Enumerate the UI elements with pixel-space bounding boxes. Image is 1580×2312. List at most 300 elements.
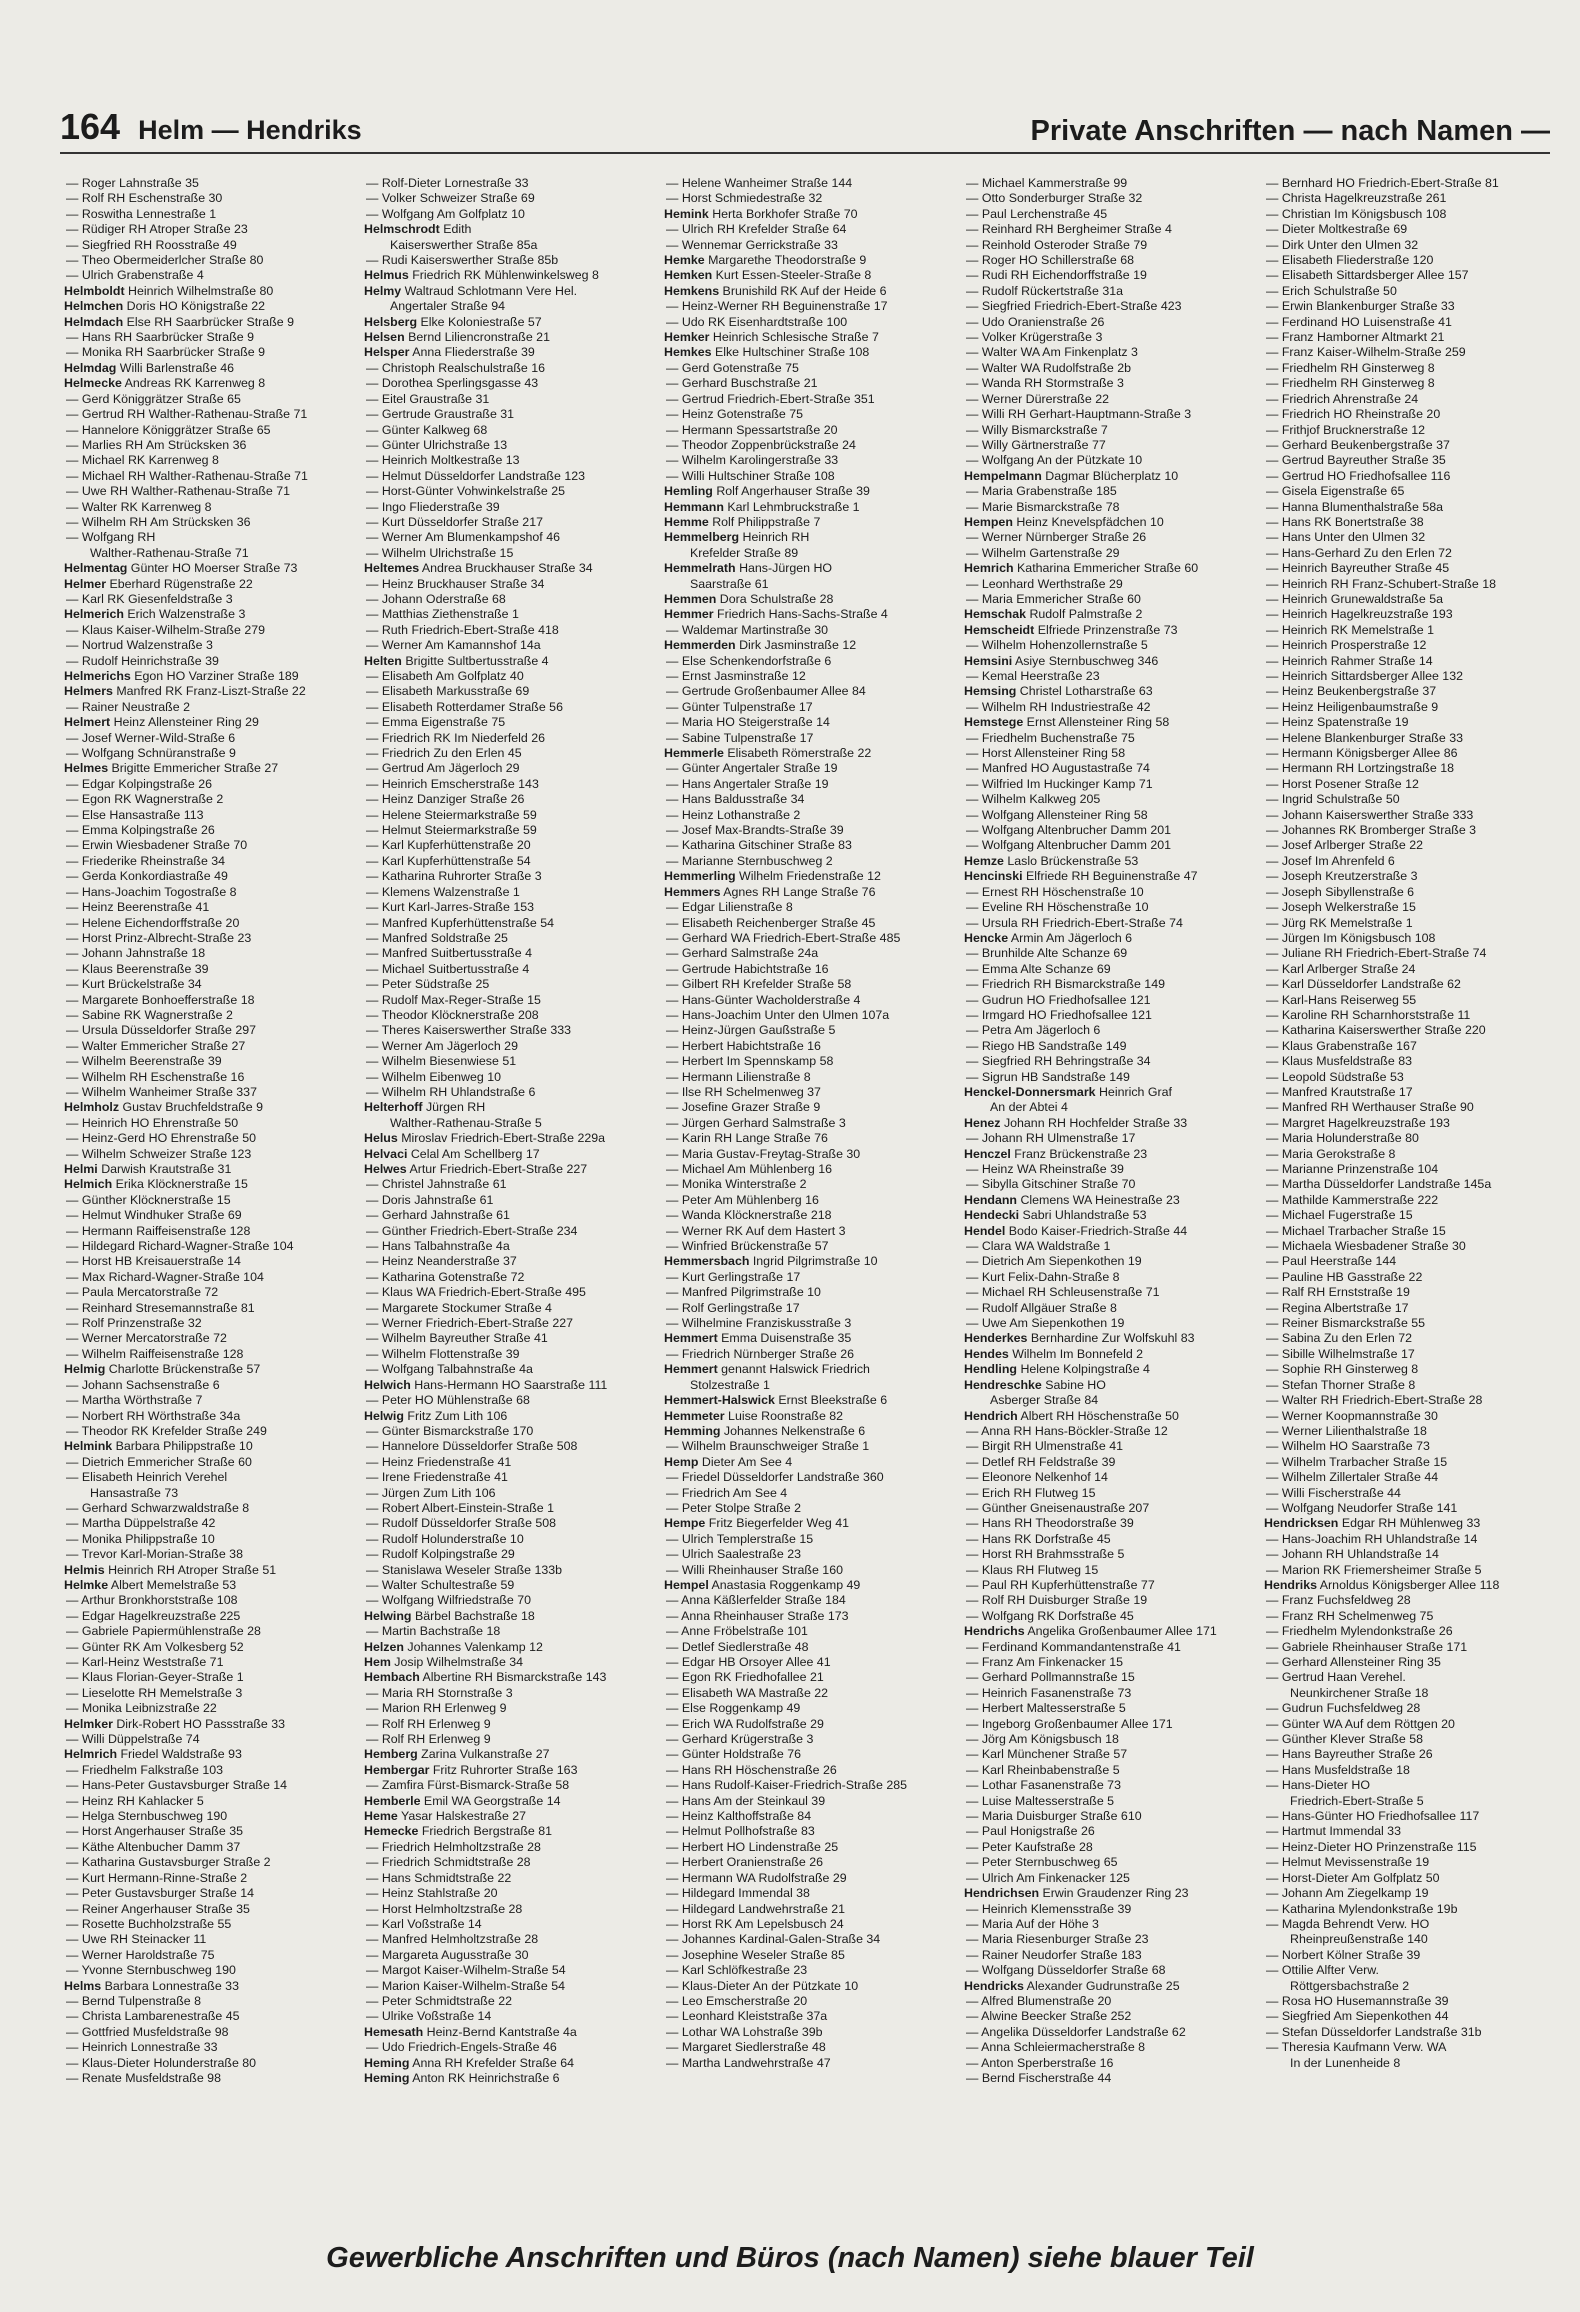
directory-entry: Friedrich-Ebert-Straße 5 [1290, 1793, 1424, 1808]
directory-entry: — Helene Eichendorffstraße 20 [66, 915, 240, 930]
directory-entry: Hemmeter Luise Roonstraße 82 [664, 1408, 844, 1423]
directory-entry: — Friedhelm RH Ginsterweg 8 [1266, 376, 1435, 391]
directory-entry: — Hermann Lilienstraße 8 [666, 1069, 811, 1084]
directory-entry: — Mathilde Kammerstraße 222 [1266, 1192, 1439, 1207]
directory-entry: Hansastraße 73 [90, 1485, 179, 1500]
directory-entry: Helvaci Celal Am Schellberg 17 [364, 1146, 540, 1161]
directory-entry: — Johann Sachsenstraße 6 [66, 1377, 220, 1392]
directory-entry: — Walter RH Friedrich-Ebert-Straße 28 [1266, 1393, 1483, 1408]
directory-entry: — Horst Helmholtzstraße 28 [366, 1901, 523, 1916]
directory-entry: — Josefine Grazer Straße 9 [666, 1100, 821, 1115]
directory-entry: — Rudi RH Eichendorffstraße 19 [966, 268, 1147, 283]
directory-entry: — Rolf RH Duisburger Straße 19 [966, 1593, 1148, 1608]
directory-entry: Hemberg Zarina Vulkanstraße 27 [364, 1747, 550, 1762]
directory-entry: — Klaus WA Friedrich-Ebert-Straße 495 [366, 1285, 586, 1300]
directory-entry: — Friedrich RH Bismarckstraße 149 [966, 977, 1165, 992]
directory-entry: — Stefan Düsseldorfer Landstraße 31b [1266, 2024, 1482, 2039]
directory-entry: — Heinrich RK Memelstraße 1 [1266, 622, 1435, 637]
directory-entry: Helterhoff Jürgen RH [364, 1100, 486, 1115]
directory-entry: — Christa Lambarenestraße 45 [66, 2009, 240, 2024]
directory-entry: — Peter Schmidtstraße 22 [366, 1993, 512, 2008]
directory-entry: — Heinz Neanderstraße 37 [366, 1254, 517, 1269]
directory-entry: — Birgit RH Ulmenstraße 41 [966, 1439, 1123, 1454]
directory-entry: — Werner Am Kamannshof 14a [366, 638, 541, 653]
directory-entry: — Regina Albertstraße 17 [1266, 1300, 1409, 1315]
directory-entry: — Heinrich RH Franz-Schubert-Straße 18 [1266, 576, 1496, 591]
directory-entry: — Elisabeth Markusstraße 69 [366, 684, 530, 699]
directory-entry: Helmdach Else RH Saarbrücker Straße 9 [64, 314, 294, 329]
directory-entry: — Eveline RH Höschenstraße 10 [966, 900, 1149, 915]
directory-entry: — Friedrich Nürnberger Straße 26 [666, 1346, 854, 1361]
directory-entry: — Clara WA Waldstraße 1 [966, 1239, 1111, 1254]
directory-entry: — Wennemar Gerrickstraße 33 [666, 237, 838, 252]
directory-entry: — Heinz Gotenstraße 75 [666, 407, 804, 422]
directory-entry: — Katharina Gustavsburger Straße 2 [66, 1855, 271, 1870]
directory-entry: — Dorothea Sperlingsgasse 43 [366, 376, 539, 391]
directory-entry: — Marlies RH Am Strücksken 36 [66, 437, 247, 452]
directory-entry: — Katharina Gotenstraße 72 [366, 1269, 525, 1284]
directory-entry: Hencke Armin Am Jägerloch 6 [964, 930, 1133, 945]
directory-entry: — Heinz Lothanstraße 2 [666, 807, 801, 822]
directory-entry: — Manfred Krautstraße 17 [1266, 1084, 1413, 1099]
directory-entry: — Maria Emmericher Straße 60 [966, 591, 1141, 606]
directory-entry: — Luise Maltesserstraße 5 [966, 1793, 1115, 1808]
directory-entry: — Manfred Suitbertusstraße 4 [366, 946, 532, 961]
directory-entry: Hemmelrath Hans-Jürgen HO [664, 561, 833, 576]
directory-entry: — Gudrun Fuchsfeldweg 28 [1266, 1701, 1421, 1716]
column-1 [64, 176, 352, 2200]
directory-entry: — Friedhelm Mylendonkstraße 26 [1266, 1624, 1453, 1639]
directory-entry: — Ulrich Saalestraße 23 [666, 1547, 801, 1562]
directory-entry: — Gertrude Habichtstraße 16 [666, 961, 829, 976]
directory-entry: Röttgersbachstraße 2 [1290, 1978, 1410, 1993]
directory-entry: — Werner Am Jägerloch 29 [366, 1038, 518, 1053]
directory-entry: — Monika Philippstraße 10 [66, 1531, 215, 1546]
directory-entry: — Friedrich Zu den Erlen 45 [366, 746, 522, 761]
directory-entry: Hem Josip Wilhelmstraße 34 [364, 1655, 524, 1669]
directory-entry: — Sibylla Gitschiner Straße 70 [966, 1177, 1136, 1192]
directory-entry: — Yvonne Sternbuschweg 190 [66, 1963, 236, 1978]
directory-entry: Helsberg Elke Koloniestraße 57 [364, 314, 542, 329]
directory-entry: Helmdag Willi Barlenstraße 46 [64, 360, 235, 375]
directory-entry: — Michael Fugerstraße 15 [1266, 1208, 1413, 1223]
directory-entry: Neunkirchener Straße 18 [1290, 1685, 1429, 1700]
directory-entry: — Franz RH Schelmenweg 75 [1266, 1608, 1434, 1623]
directory-entry: — Hans Unter den Ulmen 32 [1266, 530, 1426, 545]
directory-entry: — Hans-Joachim Togostraße 8 [66, 884, 237, 899]
directory-entry: Hemmerle Elisabeth Römerstraße 22 [664, 746, 872, 761]
directory-entry: — Hans Am der Steinkaul 39 [666, 1793, 826, 1808]
directory-entry: — Wilhelm Eibenweg 10 [366, 1069, 501, 1084]
directory-entry: — Rüdiger RH Atroper Straße 23 [66, 222, 248, 237]
directory-entry: — Hans-Dieter HO [1266, 1778, 1370, 1793]
directory-entry: — Helmut Windhuker Straße 69 [66, 1208, 242, 1223]
directory-entry: — Willi RH Gerhart-Hauptmann-Straße 3 [966, 407, 1192, 422]
directory-entry: Helmy Waltraud Schlotmann Vere Hel. [364, 283, 578, 298]
directory-entry: — Gertrude Graustraße 31 [366, 407, 515, 422]
directory-entry: — Willi Düppelstraße 74 [66, 1732, 200, 1747]
directory-entry: — Gerhard WA Friedrich-Ebert-Straße 485 [666, 930, 901, 945]
directory-entry: — Waldemar Martinstraße 30 [666, 622, 829, 637]
directory-entry: — Friedrich Am See 4 [666, 1485, 788, 1500]
directory-entry: — Werner Lilienthalstraße 18 [1266, 1423, 1427, 1438]
directory-entry: — Heinrich Moltkestraße 13 [366, 453, 520, 468]
directory-entry: — Horst Allensteiner Ring 58 [966, 746, 1126, 761]
directory-entry: — Marion Kaiser-Wilhelm-Straße 54 [366, 1978, 565, 1993]
directory-entry: — Günther Friedrich-Ebert-Straße 234 [366, 1223, 578, 1238]
directory-entry: — Josef Max-Brandts-Straße 39 [666, 823, 844, 838]
directory-entry: — Heinz-Dieter HO Prinzenstraße 115 [1266, 1839, 1477, 1854]
directory-entry: Henderkes Bernhardine Zur Wolfskuhl 83 [964, 1331, 1195, 1346]
directory-entry: — Gertrud Friedrich-Ebert-Straße 351 [666, 391, 875, 406]
directory-entry: — Monika Leibnizstraße 22 [66, 1701, 217, 1716]
directory-entry: — Wolfgang An der Pützkate 10 [966, 453, 1143, 468]
directory-entry: — Wolfgang Am Golfplatz 10 [366, 206, 525, 221]
directory-entry: — Juliane RH Friedrich-Ebert-Straße 74 [1266, 946, 1487, 961]
directory-entry: — Michael RK Karrenweg 8 [66, 453, 219, 468]
directory-entry: — Gottfried Musfeldstraße 98 [66, 2024, 229, 2039]
directory-entry: — Hannelore Königgrätzer Straße 65 [66, 422, 271, 437]
directory-entry: — Günter Bismarckstraße 170 [366, 1423, 534, 1438]
directory-entry: — Rolf Gerlingstraße 17 [666, 1300, 800, 1315]
directory-entry: — Rosette Buchholzstraße 55 [66, 1916, 232, 1931]
directory-entry: — Klaus-Dieter Holunderstraße 80 [66, 2055, 257, 2070]
directory-entry: — Irmgard HO Friedhofsallee 121 [966, 1007, 1152, 1022]
directory-entry: — Heinz Danziger Straße 26 [366, 792, 525, 807]
directory-entry: — Wilhelm RH Am Strücksken 36 [66, 514, 251, 529]
directory-entry: — Hildegard Richard-Wagner-Straße 104 [66, 1239, 294, 1254]
directory-entry: — Norbert RH Wörthstraße 34a [66, 1408, 241, 1423]
directory-entry: — Uwe RH Walther-Rathenau-Straße 71 [66, 484, 291, 499]
directory-entry: — Theodor RK Krefelder Straße 249 [66, 1423, 267, 1438]
directory-entry: Hendrich Albert RH Höschenstraße 50 [964, 1408, 1179, 1423]
directory-entry: — Heinz Kalthoffstraße 84 [666, 1809, 812, 1824]
directory-entry: — Sabine Tulpenstraße 17 [666, 730, 814, 745]
directory-entry: — Jürgen Zum Lith 106 [366, 1485, 496, 1500]
directory-entry: — Karl Kupferhüttenstraße 20 [366, 838, 531, 853]
directory-entry: — Heinrich HO Ehrenstraße 50 [66, 1115, 239, 1130]
directory-entry: — Sabine RK Wagnerstraße 2 [66, 1007, 233, 1022]
directory-entry: Hemmert genannt Halswick Friedrich [664, 1362, 870, 1377]
directory-entry: — Heinrich Lonnestraße 33 [66, 2040, 218, 2055]
directory-entry: — Stanislawa Weseler Straße 133b [366, 1562, 563, 1577]
directory-entry: — Walter WA Rudolfstraße 2b [966, 360, 1132, 375]
directory-entry: — Magda Behrendt Verw. HO [1266, 1916, 1430, 1931]
directory-entry: Hendreschke Sabine HO [964, 1377, 1106, 1392]
section-title: Private Anschriften — nach Namen — [1030, 115, 1550, 147]
directory-entry: Hendrichs Angelika Großenbaumer Allee 171 [964, 1624, 1217, 1639]
footer-note: Gewerbliche Anschriften und Büros (nach Namen) siehe blauer Teil [326, 2242, 1254, 2274]
directory-entry: — Anne Fröbelstraße 101 [666, 1624, 808, 1639]
directory-entry: — Manfred Soldstraße 25 [366, 930, 508, 945]
directory-entry: — Volker Krügerstraße 3 [966, 330, 1103, 345]
page-number: 164 [60, 106, 121, 147]
directory-entry: Hemsing Christel Lotharstraße 63 [964, 684, 1153, 699]
directory-entry: — Paul Honigstraße 26 [966, 1824, 1095, 1839]
directory-entry: — Martha Wörthstraße 7 [66, 1393, 203, 1408]
directory-entry: — Margarete Stockumer Straße 4 [366, 1300, 552, 1315]
directory-entry: — Brunhilde Alte Schanze 69 [966, 946, 1128, 961]
directory-entry: — Zamfira Fürst-Bismarck-Straße 58 [366, 1778, 570, 1793]
directory-entry: — Ulrich Grabenstraße 4 [66, 268, 204, 283]
directory-entry: — Pauline HB Gasstraße 22 [1266, 1269, 1423, 1284]
directory-entry: — Rudolf Kolpingstraße 29 [366, 1547, 515, 1562]
directory-entry: — Egon RK Friedhofallee 21 [666, 1670, 824, 1685]
directory-entry: — Dietrich Am Siepenkothen 19 [966, 1254, 1142, 1269]
directory-entry: — Emma Kolpingstraße 26 [66, 823, 215, 838]
directory-entry: Hemkes Elke Hultschiner Straße 108 [664, 345, 870, 360]
directory-entry: — Josef Arlberger Straße 22 [1266, 838, 1424, 853]
directory-entry: — Horst Posener Straße 12 [1266, 776, 1419, 791]
directory-entry: — Katharina Ruhrorter Straße 3 [366, 869, 542, 884]
directory-entry: — Wilhelm Schweizer Straße 123 [66, 1146, 252, 1161]
directory-entry: — Theodor Klöcknerstraße 208 [366, 1007, 539, 1022]
directory-entry: Helmke Albert Memelstraße 53 [64, 1577, 237, 1592]
directory-entry: — Horst Prinz-Albrecht-Straße 23 [66, 930, 252, 945]
directory-entry: — Ingeborg Großenbaumer Allee 171 [966, 1716, 1173, 1731]
directory-entry: — Friedhelm RH Ginsterweg 8 [1266, 360, 1435, 375]
directory-entry: — Margaret Siedlerstraße 48 [666, 2040, 826, 2055]
directory-entry: — Ferdinand HO Luisenstraße 41 [1266, 314, 1452, 329]
directory-entry: — Manfred RH Werthauser Straße 90 [1266, 1100, 1474, 1115]
directory-entry: — Hans RH Höschenstraße 26 [666, 1762, 837, 1777]
directory-entry: — Herbert Habichtstraße 16 [666, 1038, 821, 1053]
directory-entry: — Sigrun HB Sandstraße 149 [966, 1069, 1130, 1084]
directory-entry: — Helmut Steiermarkstraße 59 [366, 823, 537, 838]
directory-entry: Helmschrodt Edith [364, 222, 472, 237]
directory-entry: — Hans Musfeldstraße 18 [1266, 1762, 1410, 1777]
directory-entry: — Franz Am Finkenacker 15 [966, 1655, 1124, 1669]
directory-entry: — Alwine Beecker Straße 252 [966, 2009, 1132, 2024]
directory-entry: Helsper Anna Fliederstraße 39 [364, 345, 535, 360]
directory-entry: — Paul Heerstraße 144 [1266, 1254, 1397, 1269]
directory-entry: — Günther Gneisenaustraße 207 [966, 1500, 1150, 1515]
directory-entry: — Rudolf Max-Reger-Straße 15 [366, 992, 541, 1007]
directory-entry: — Anna Schleiermacherstraße 8 [966, 2040, 1146, 2055]
directory-entry: — Gertrud RH Walther-Rathenau-Straße 71 [66, 407, 308, 422]
directory-entry: — Martha Düppelstraße 42 [66, 1516, 216, 1531]
directory-entry: — Günther Klöcknerstraße 15 [66, 1192, 231, 1207]
directory-entry: — Margareta Augusstraße 30 [366, 1947, 529, 1962]
directory-entry: — Leonhard Kleiststraße 37a [666, 2009, 828, 2024]
directory-entry: — Karl Arlberger Straße 24 [1266, 961, 1416, 976]
directory-entry: — Friedel Düsseldorfer Landstraße 360 [666, 1470, 884, 1485]
directory-entry: — Lieselotte RH Memelstraße 3 [66, 1685, 243, 1700]
directory-entry: — Werner Nürnberger Straße 26 [966, 530, 1147, 545]
directory-entry: — Rudolf Düsseldorfer Straße 508 [366, 1516, 557, 1531]
directory-entry: — Friedrich RK Im Niederfeld 26 [366, 730, 546, 745]
directory-entry: — Karl Voßstraße 14 [366, 1916, 482, 1931]
directory-entry: — Roswitha Lennestraße 1 [66, 206, 217, 221]
directory-entry: — Werner Mercatorstraße 72 [66, 1331, 227, 1346]
directory-entry: — Volker Schweizer Straße 69 [366, 191, 535, 206]
name-range: Helm — Hendriks [138, 115, 362, 145]
directory-entry: — Rudolf Heinrichstraße 39 [66, 653, 219, 668]
directory-entry: — Dieter Moltkestraße 69 [1266, 222, 1408, 237]
directory-entry: — Rudi Kaiserswerther Straße 85b [366, 253, 559, 268]
directory-entry: Hempen Heinz Knevelspfädchen 10 [964, 514, 1164, 529]
directory-entry: — Joseph Kreutzerstraße 3 [1266, 869, 1418, 884]
directory-entry: — Wilhelm Gartenstraße 29 [966, 545, 1120, 560]
directory-entry: Hendes Wilhelm Im Bonnefeld 2 [964, 1346, 1144, 1361]
directory-entry: Hendricks Alexander Gudrunstraße 25 [964, 1978, 1180, 1993]
directory-entry: — Hans RK Dorfstraße 45 [966, 1531, 1111, 1546]
directory-entry: — Hans-Joachim RH Uhlandstraße 14 [1266, 1531, 1478, 1546]
directory-entry: Hendel Bodo Kaiser-Friedrich-Straße 44 [964, 1223, 1188, 1238]
directory-entry: — Klaus Grabenstraße 167 [1266, 1038, 1417, 1053]
directory-columns [64, 176, 1554, 2200]
directory-entry: — Gerhard Jahnstraße 61 [366, 1208, 510, 1223]
directory-entry: — Lothar Fasanenstraße 73 [966, 1778, 1121, 1793]
directory-entry: Hemke Margarethe Theodorstraße 9 [664, 253, 867, 268]
directory-entry: Helmes Brigitte Emmericher Straße 27 [64, 761, 279, 776]
directory-entry: Hemkens Brunishild RK Auf der Heide 6 [664, 283, 887, 298]
directory-entry: — Jürgen Im Königsbusch 108 [1266, 930, 1436, 945]
directory-entry: — Hans Rudolf-Kaiser-Friedrich-Straße 285 [666, 1778, 908, 1793]
directory-entry: — Manfred Kupferhüttenstraße 54 [366, 915, 555, 930]
directory-entry: — Franz Fuchsfeldweg 28 [1266, 1593, 1411, 1608]
directory-entry: — Leo Emscherstraße 20 [666, 1993, 808, 2008]
directory-entry: — Wolfgang RK Dorfstraße 45 [966, 1608, 1134, 1623]
directory-entry: — Siegfried Am Siepenkothen 44 [1266, 2009, 1449, 2024]
directory-entry: — Heinrich Rahmer Straße 14 [1266, 653, 1433, 668]
directory-entry: — Wilhelm Trarbacher Straße 15 [1266, 1454, 1448, 1469]
directory-entry: — Wolfgang Schnüranstraße 9 [66, 746, 236, 761]
directory-entry: — Rolf-Dieter Lornestraße 33 [366, 176, 529, 190]
directory-entry: — Margret Hagelkreuzstraße 193 [1266, 1115, 1450, 1130]
directory-entry: — Kurt Hermann-Rinne-Straße 2 [66, 1870, 248, 1885]
column-5 [1264, 176, 1552, 2200]
directory-entry: — Johannes Kardinal-Galen-Straße 34 [666, 1932, 881, 1947]
directory-entry: — Heinz Beukenbergstraße 37 [1266, 684, 1437, 699]
directory-entry: — Kurt Karl-Jarres-Straße 153 [366, 900, 535, 915]
directory-entry: — Horst RK Am Lepelsbusch 24 [666, 1916, 844, 1931]
directory-entry: — Gerd Gotenstraße 75 [666, 360, 799, 375]
directory-entry: — Wilhelm Raiffeisenstraße 128 [66, 1346, 244, 1361]
directory-entry: — Arthur Bronkhorststraße 108 [66, 1593, 238, 1608]
directory-entry: Helten Brigitte Sultbertusstraße 4 [364, 653, 549, 668]
directory-entry: — Wilhelm Braunschweiger Straße 1 [666, 1439, 870, 1454]
directory-entry: — Elisabeth WA Mastraße 22 [666, 1685, 829, 1700]
directory-entry: — Gilbert RH Krefelder Straße 58 [666, 977, 852, 992]
directory-entry: — Franz Hamborner Altmarkt 21 [1266, 330, 1445, 345]
directory-entry: — Wolfgang Düsseldorfer Straße 68 [966, 1963, 1166, 1978]
directory-entry: — Käthe Altenbucher Damm 37 [66, 1839, 241, 1854]
directory-entry: — Werner Haroldstraße 75 [66, 1947, 215, 1962]
directory-entry: — Marion RK Friemersheimer Straße 5 [1266, 1562, 1482, 1577]
directory-entry: — Hermann Spessartstraße 20 [666, 422, 838, 437]
directory-entry: — Walter Emmericher Straße 27 [66, 1038, 246, 1053]
directory-entry: — Günter Angertaler Straße 19 [666, 761, 838, 776]
directory-entry: — Gerhard Schwarzwaldstraße 8 [66, 1500, 250, 1515]
directory-entry: Hemmert-Halswick Ernst Bleekstraße 6 [664, 1393, 888, 1408]
directory-entry: — Ernst Jasminstraße 12 [666, 669, 806, 683]
directory-entry: — Robert Albert-Einstein-Straße 1 [366, 1500, 555, 1515]
directory-entry: — Peter Sternbuschweg 65 [966, 1855, 1118, 1870]
directory-entry: — Wolfgang Altenbrucher Damm 201 [966, 823, 1172, 838]
directory-entry: In der Lunenheide 8 [1290, 2055, 1401, 2070]
directory-entry: — Wilhelm Flottenstraße 39 [366, 1346, 520, 1361]
directory-entry: — Peter Südstraße 25 [366, 977, 490, 992]
directory-entry: — Anna RH Hans-Böckler-Straße 12 [966, 1423, 1168, 1438]
directory-entry: — Heinz-Jürgen Gaußstraße 5 [666, 1023, 836, 1038]
directory-entry: Hemker Heinrich Schlesische Straße 7 [664, 330, 879, 345]
directory-entry: — Udo RK Eisenhardtstraße 100 [666, 314, 848, 329]
directory-entry: — Rudolf Allgäuer Straße 8 [966, 1300, 1117, 1315]
directory-entry: — Hans Bayreuther Straße 26 [1266, 1747, 1433, 1762]
directory-entry: Hemling Rolf Angerhauser Straße 39 [664, 484, 870, 499]
directory-entry: — Udo Friedrich-Engels-Straße 46 [366, 2040, 557, 2055]
directory-entry: — Hermann WA Rudolfstraße 29 [666, 1870, 847, 1885]
directory-entry: — Friedhelm Falkstraße 103 [66, 1762, 224, 1777]
directory-entry: — Johann Kaiserswerther Straße 333 [1266, 807, 1474, 822]
directory-entry: — Hans-Günter HO Friedhofsallee 117 [1266, 1809, 1480, 1824]
directory-entry: — Karl Kupferhüttenstraße 54 [366, 853, 531, 868]
directory-entry: Hemmen Dora Schulstraße 28 [664, 591, 834, 606]
directory-entry: Hembach Albertine RH Bismarckstraße 143 [364, 1670, 607, 1685]
directory-entry: Helmis Heinrich RH Atroper Straße 51 [64, 1562, 277, 1577]
directory-entry: — Heinrich Emscherstraße 143 [366, 776, 539, 791]
directory-entry: — Rolf RH Erlenweg 9 [366, 1716, 491, 1731]
directory-entry: — Joseph Welkerstraße 15 [1266, 900, 1416, 915]
directory-entry: Hembergar Fritz Ruhrorter Straße 163 [364, 1762, 578, 1777]
directory-entry: — Hans Angertaler Straße 19 [666, 776, 829, 791]
directory-entry: — Heinrich Grunewaldstraße 5a [1266, 591, 1443, 606]
directory-entry: — Heinrich Klemensstraße 39 [966, 1901, 1132, 1916]
directory-entry: — Helga Sternbuschweg 190 [66, 1809, 228, 1824]
directory-entry: — Elisabeth Rotterdamer Straße 56 [366, 699, 563, 714]
directory-entry: Helzen Johannes Valenkamp 12 [364, 1639, 543, 1654]
directory-entry: — Wanda Klöcknerstraße 218 [666, 1208, 832, 1223]
directory-entry: — Ulrich RH Krefelder Straße 64 [666, 222, 847, 237]
directory-entry: Helmecke Andreas RK Karrenweg 8 [64, 376, 266, 391]
directory-entry: — Wilhelm Wanheimer Straße 337 [66, 1084, 257, 1099]
directory-entry: — Horst-Günter Vohwinkelstraße 25 [366, 484, 566, 499]
directory-entry: — Rosa HO Husemannstraße 39 [1266, 1993, 1449, 2008]
directory-entry: Heme Yasar Halskestraße 27 [364, 1809, 527, 1824]
directory-entry: — Walter Schultestraße 59 [366, 1577, 515, 1592]
directory-entry: — Heinz Bruckhauser Straße 34 [366, 576, 545, 591]
directory-entry: — Sophie RH Ginsterweg 8 [1266, 1362, 1419, 1377]
directory-entry: — Marianne Sternbuschweg 2 [666, 853, 833, 868]
directory-entry: — Joseph Sibyllenstraße 6 [1266, 884, 1415, 899]
directory-entry: — Heinz Beerenstraße 41 [66, 900, 210, 915]
directory-entry: — Gerd Königgrätzer Straße 65 [66, 391, 241, 406]
directory-entry: — Gerhard Salmstraße 24a [666, 946, 819, 961]
directory-entry: — Ingo Fliederstraße 39 [366, 499, 500, 514]
directory-entry: Helwing Bärbel Bachstraße 18 [364, 1608, 535, 1623]
page-header [60, 104, 1550, 148]
directory-entry: — Michaela Wiesbadener Straße 30 [1266, 1239, 1466, 1254]
directory-entry: — Peter Gustavsburger Straße 14 [66, 1886, 255, 1901]
directory-entry: Helsen Bernd Liliencronstraße 21 [364, 330, 550, 345]
directory-entry: — Ruth Friedrich-Ebert-Straße 418 [366, 622, 559, 637]
directory-entry: Heming Anton RK Heinrichstraße 6 [364, 2070, 560, 2085]
directory-entry: Helmus Friedrich RK Mühlenwinkelsweg 8 [364, 268, 599, 283]
directory-entry: Hemze Laslo Brückenstraße 53 [964, 853, 1139, 868]
directory-entry: — Hans Talbahnstraße 4a [366, 1239, 510, 1254]
directory-entry: — Theo Obermeiderlcher Straße 80 [66, 253, 264, 268]
directory-entry: Helmholz Gustav Bruchfeldstraße 9 [64, 1100, 264, 1115]
directory-entry: — Hermann Raiffeisenstraße 128 [66, 1223, 251, 1238]
directory-entry: — Heinrich Prosperstraße 12 [1266, 638, 1427, 653]
directory-entry: Hemmers Agnes RH Lange Straße 76 [664, 884, 876, 899]
directory-entry: — Elisabeth Heinrich Verehel [66, 1470, 228, 1485]
directory-entry: Helwes Artur Friedrich-Ebert-Straße 227 [364, 1162, 588, 1176]
directory-entry: — Hannelore Düsseldorfer Straße 508 [366, 1439, 578, 1454]
directory-entry: Angertaler Straße 94 [390, 299, 506, 314]
directory-entry: — Martin Bachstraße 18 [366, 1624, 501, 1639]
